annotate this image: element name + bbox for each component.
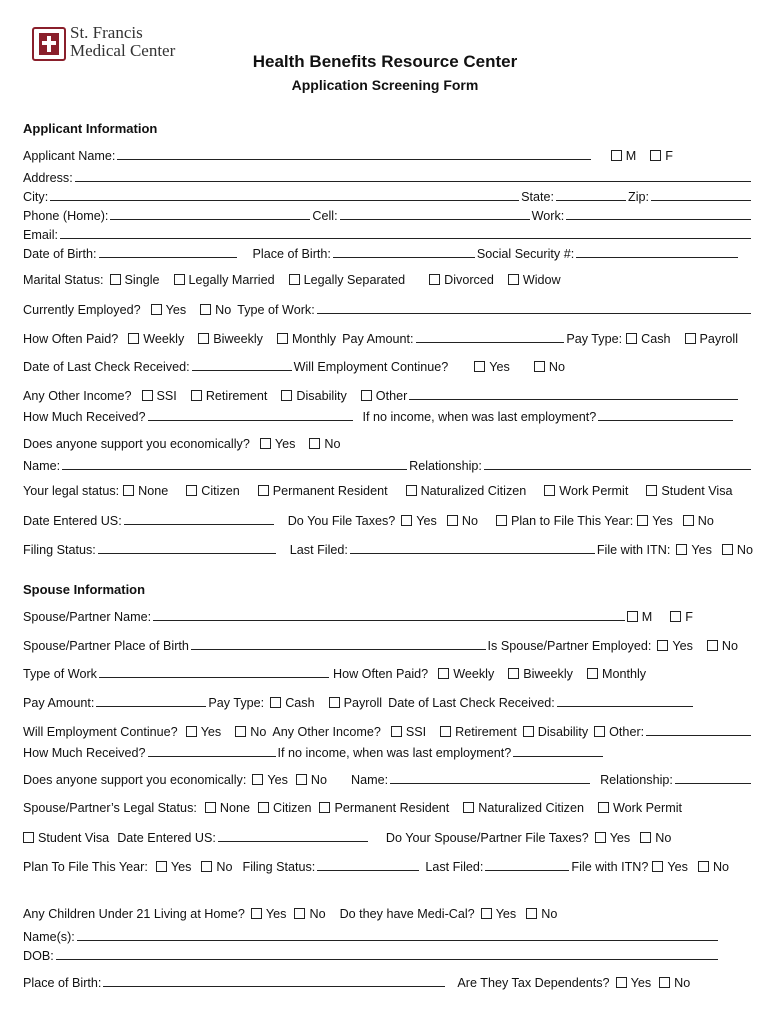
dob-label: Date of Birth:	[23, 247, 97, 261]
pob-label: Place of Birth:	[252, 247, 331, 261]
city-label: City:	[23, 190, 49, 204]
zip-field[interactable]	[651, 188, 751, 201]
gender-f-label: F	[665, 149, 673, 163]
children-yes-checkbox[interactable]	[251, 908, 262, 919]
spouse-perm-res-label: Permanent Resident	[334, 801, 450, 815]
medi-cal-no-checkbox[interactable]	[526, 908, 537, 919]
spouse-type-of-work-label: Type of Work	[23, 667, 97, 681]
tax-dep-yes-checkbox[interactable]	[616, 977, 627, 988]
last-check-row	[23, 358, 753, 375]
naturalized-checkbox[interactable]	[406, 485, 417, 496]
spouse-pay-amount-label: Pay Amount:	[23, 696, 95, 710]
biweekly-label: Biweekly	[213, 332, 263, 346]
ssi-checkbox[interactable]	[142, 390, 153, 401]
tax-dependents-label: Are They Tax Dependents?	[457, 976, 610, 990]
relationship-label: Relationship:	[409, 459, 482, 473]
support-no-checkbox[interactable]	[309, 438, 320, 449]
pay-amount-field[interactable]	[416, 330, 565, 343]
spouse-none-label: None	[219, 801, 250, 815]
children-under21-label: Any Children Under 21 Living at Home?	[23, 907, 245, 921]
divorced-checkbox[interactable]	[429, 274, 440, 285]
perm-res-checkbox[interactable]	[258, 485, 269, 496]
support-label: Does anyone support you economically?	[23, 437, 250, 451]
support-yes-label: Yes	[274, 437, 296, 451]
gender-m-label: M	[625, 149, 637, 163]
children-pob-label: Place of Birth:	[23, 976, 102, 990]
spouse-citizen-label: Citizen	[272, 801, 312, 815]
work-permit-label: Work Permit	[559, 484, 629, 498]
other-label: Other	[375, 389, 408, 403]
logo-line-2: Medical Center	[70, 41, 176, 60]
disability-checkbox[interactable]	[281, 390, 292, 401]
other-checkbox[interactable]	[361, 390, 372, 401]
spouse-biweekly-checkbox[interactable]	[508, 668, 519, 679]
married-checkbox[interactable]	[174, 274, 185, 285]
state-field[interactable]	[556, 188, 626, 201]
spouse-name-label: Spouse/Partner Name:	[23, 610, 152, 624]
continue-yes-label: Yes	[489, 360, 510, 374]
spouse-date-entered-label: Date Entered US:	[117, 831, 216, 845]
last-check-field[interactable]	[192, 358, 292, 371]
employed-yes-checkbox[interactable]	[151, 304, 162, 315]
spouse-taxes-yes-label: Yes	[609, 831, 631, 845]
spouse-m-label: M	[641, 610, 653, 624]
spouse-last-filed-field[interactable]	[485, 858, 569, 871]
spouse-taxes-yes-checkbox[interactable]	[595, 832, 606, 843]
spouse-cash-checkbox[interactable]	[270, 697, 281, 708]
taxes-yes-label: Yes	[416, 514, 437, 528]
other-income-row	[23, 387, 753, 404]
spouse-legal-row	[23, 800, 753, 816]
monthly-checkbox[interactable]	[277, 333, 288, 344]
children-pob-field[interactable]	[103, 974, 445, 987]
spouse-pay-row	[23, 694, 753, 711]
medi-cal-no-label: No	[541, 907, 558, 921]
plan-yes-checkbox[interactable]	[637, 515, 648, 526]
retirement-checkbox[interactable]	[191, 390, 202, 401]
student-visa-checkbox[interactable]	[646, 485, 657, 496]
spouse-student-visa-checkbox[interactable]	[23, 832, 34, 843]
spouse-employed-no-checkbox[interactable]	[707, 640, 718, 651]
last-check-label: Date of Last Check Received:	[23, 360, 190, 374]
itn-no-checkbox[interactable]	[722, 544, 733, 555]
spouse-support-label: Does anyone support you economically:	[23, 773, 247, 787]
spouse-heading: Spouse Information	[23, 582, 146, 597]
last-filed-label: Last Filed:	[289, 543, 348, 557]
relationship-field[interactable]	[484, 457, 751, 470]
legal-status-label: Your legal status:	[23, 484, 120, 498]
spouse-payroll-label: Payroll	[343, 696, 383, 710]
spouse-continue-no-label: No	[250, 725, 267, 739]
continue-no-label: No	[548, 360, 565, 374]
applicant-name-row	[23, 147, 753, 164]
spouse-last-check-field[interactable]	[557, 694, 693, 707]
children-dob-field[interactable]	[56, 947, 718, 960]
zip-label: Zip:	[628, 190, 649, 204]
widow-checkbox[interactable]	[508, 274, 519, 285]
spouse-plan-yes-label: Yes	[170, 860, 192, 874]
spouse-file-itn-label: File with ITN?	[571, 860, 649, 874]
children-dob-label: DOB:	[23, 949, 54, 963]
retirement-label: Retirement	[205, 389, 268, 403]
disability-label: Disability	[296, 389, 347, 403]
address-label: Address:	[23, 171, 73, 185]
children-names-label: Name(s):	[23, 930, 75, 944]
spouse-last-filed-label: Last Filed:	[425, 860, 484, 874]
spouse-continue-row	[23, 723, 753, 740]
spouse-supporter-name-field[interactable]	[390, 771, 590, 784]
cell-label: Cell:	[312, 209, 338, 223]
spouse-how-much-field[interactable]	[148, 744, 276, 757]
email-row	[23, 226, 753, 243]
filing-status-label: Filing Status:	[23, 543, 96, 557]
spouse-plan-file-label: Plan To File This Year:	[23, 860, 148, 874]
children-row	[23, 906, 753, 922]
spouse-pay-type-label: Pay Type:	[208, 696, 265, 710]
ssn-label: Social Security #:	[476, 247, 575, 261]
spouse-visa-row	[23, 829, 753, 846]
spouse-perm-res-checkbox[interactable]	[319, 802, 330, 813]
applicant-name-label: Applicant Name:	[23, 149, 116, 163]
weekly-checkbox[interactable]	[128, 333, 139, 344]
tax-dep-yes-label: Yes	[630, 976, 652, 990]
spouse-payroll-checkbox[interactable]	[329, 697, 340, 708]
work-field[interactable]	[566, 207, 751, 220]
plan-no-label: No	[697, 514, 714, 528]
employed-no-label: No	[215, 303, 232, 317]
spouse-weekly-checkbox[interactable]	[438, 668, 449, 679]
spouse-other-income-label: Any Other Income?	[272, 725, 381, 739]
spouse-biweekly-label: Biweekly	[523, 667, 573, 681]
none-checkbox[interactable]	[123, 485, 134, 496]
spouse-plan-no-checkbox[interactable]	[201, 861, 212, 872]
spouse-pob-field[interactable]	[191, 637, 486, 650]
taxes-no-label: No	[461, 514, 478, 528]
student-visa-label: Student Visa	[661, 484, 733, 498]
spouse-student-visa-label: Student Visa	[38, 831, 110, 845]
spouse-file-taxes-label: Do Your Spouse/Partner File Taxes?	[385, 831, 589, 845]
naturalized-label: Naturalized Citizen	[420, 484, 527, 498]
spouse-f-checkbox[interactable]	[670, 611, 681, 622]
none-label: None	[138, 484, 169, 498]
itn-no-label: No	[736, 543, 753, 557]
dob-field[interactable]	[99, 245, 237, 258]
spouse-monthly-label: Monthly	[601, 667, 647, 681]
plan-no-checkbox[interactable]	[683, 515, 694, 526]
how-much-label: How Much Received?	[23, 410, 146, 424]
spouse-type-of-work-field[interactable]	[99, 665, 329, 678]
date-entered-label: Date Entered US:	[23, 514, 122, 528]
gender-m-checkbox[interactable]	[611, 150, 622, 161]
single-checkbox[interactable]	[110, 274, 121, 285]
spouse-support-no-label: No	[310, 773, 327, 787]
type-of-work-field[interactable]	[317, 301, 751, 314]
ssi-label: SSI	[156, 389, 177, 403]
spouse-none-checkbox[interactable]	[205, 802, 216, 813]
pay-type-label: Pay Type:	[566, 332, 623, 346]
spouse-employed-yes-label: Yes	[672, 639, 693, 653]
form-title: Health Benefits Resource Center	[252, 52, 518, 71]
spouse-continue-no-checkbox[interactable]	[235, 726, 246, 737]
children-yes-label: Yes	[265, 907, 287, 921]
spouse-itn-yes-checkbox[interactable]	[652, 861, 663, 872]
spouse-retirement-label: Retirement	[455, 725, 517, 739]
spouse-naturalized-checkbox[interactable]	[463, 802, 474, 813]
spouse-citizen-checkbox[interactable]	[258, 802, 269, 813]
spouse-relationship-field[interactable]	[675, 771, 751, 784]
employed-no-checkbox[interactable]	[200, 304, 211, 315]
spouse-disability-label: Disability	[537, 725, 589, 739]
file-itn-label: File with ITN:	[596, 543, 671, 557]
single-label: Single	[124, 273, 160, 287]
cash-checkbox[interactable]	[626, 333, 637, 344]
spouse-how-much-row	[23, 744, 753, 761]
pay-amount-label: Pay Amount:	[342, 332, 414, 346]
taxes-yes-checkbox[interactable]	[401, 515, 412, 526]
spouse-itn-no-checkbox[interactable]	[698, 861, 709, 872]
applicant-heading: Applicant Information	[23, 121, 158, 136]
spouse-employed-yes-checkbox[interactable]	[657, 640, 668, 651]
medi-cal-yes-checkbox[interactable]	[481, 908, 492, 919]
filing-status-field[interactable]	[98, 541, 276, 554]
spouse-other-label: Other:	[609, 725, 645, 739]
monthly-label: Monthly	[291, 332, 337, 346]
spouse-pob-label: Spouse/Partner Place of Birth	[23, 639, 189, 653]
tax-dep-no-label: No	[674, 976, 691, 990]
spouse-date-entered-field[interactable]	[218, 829, 368, 842]
other-income-field[interactable]	[409, 387, 738, 400]
citizen-checkbox[interactable]	[186, 485, 197, 496]
plan-file-label: Plan to File This Year:	[510, 514, 634, 528]
spouse-continue-yes-label: Yes	[200, 725, 222, 739]
spouse-name-field[interactable]	[153, 608, 625, 621]
spouse-weekly-label: Weekly	[453, 667, 495, 681]
spouse-plan-yes-checkbox[interactable]	[156, 861, 167, 872]
city-field[interactable]	[50, 188, 519, 201]
date-entered-field[interactable]	[124, 512, 274, 525]
medi-cal-yes-label: Yes	[495, 907, 517, 921]
spouse-support-no-checkbox[interactable]	[296, 774, 307, 785]
divorced-label: Divorced	[444, 273, 494, 287]
separated-checkbox[interactable]	[289, 274, 300, 285]
phone-home-field[interactable]	[110, 207, 310, 220]
how-much-field[interactable]	[148, 408, 353, 421]
no-income-field[interactable]	[598, 408, 733, 421]
ssn-field[interactable]	[576, 245, 738, 258]
spouse-relationship-label: Relationship:	[600, 773, 673, 787]
state-label: State:	[521, 190, 554, 204]
file-taxes-label: Do You File Taxes?	[287, 514, 396, 528]
spouse-how-much-label: How Much Received?	[23, 746, 146, 760]
spouse-legal-status-label: Spouse/Partner’s Legal Status:	[23, 801, 197, 815]
marital-label: Marital Status:	[23, 273, 104, 287]
employed-label: Currently Employed?	[23, 303, 141, 317]
spouse-other-field[interactable]	[646, 723, 751, 736]
taxes-no-checkbox[interactable]	[447, 515, 458, 526]
spouse-support-yes-checkbox[interactable]	[252, 774, 263, 785]
phone-home-label: Phone (Home):	[23, 209, 109, 223]
date-entered-row	[23, 512, 753, 529]
last-filed-field[interactable]	[350, 541, 595, 554]
support-yes-checkbox[interactable]	[260, 438, 271, 449]
legal-status-row	[23, 483, 753, 499]
spouse-filing-status-label: Filing Status:	[242, 860, 316, 874]
spouse-other-checkbox[interactable]	[594, 726, 605, 737]
support-no-label: No	[324, 437, 341, 451]
payroll-checkbox[interactable]	[685, 333, 696, 344]
other-income-label: Any Other Income?	[23, 389, 132, 403]
spouse-plan-row	[23, 858, 753, 875]
itn-yes-label: Yes	[691, 543, 712, 557]
how-much-row	[23, 408, 753, 425]
children-names-field[interactable]	[77, 928, 718, 941]
children-no-checkbox[interactable]	[294, 908, 305, 919]
biweekly-checkbox[interactable]	[198, 333, 209, 344]
spouse-will-continue-label: Will Employment Continue?	[23, 725, 178, 739]
spouse-m-checkbox[interactable]	[627, 611, 638, 622]
spouse-filing-status-field[interactable]	[317, 858, 419, 871]
spouse-name-row	[23, 608, 753, 625]
spouse-taxes-no-checkbox[interactable]	[640, 832, 651, 843]
cash-label: Cash	[641, 332, 671, 346]
marital-row	[23, 272, 753, 288]
spouse-how-often-label: How Often Paid?	[332, 667, 429, 681]
form-subtitle: Application Screening Form	[291, 77, 479, 93]
children-no-label: No	[309, 907, 326, 921]
married-label: Legally Married	[188, 273, 275, 287]
work-label: Work:	[531, 209, 565, 223]
pob-field[interactable]	[333, 245, 475, 258]
children-names-row	[23, 928, 753, 945]
spouse-cash-label: Cash	[285, 696, 315, 710]
continue-no-checkbox[interactable]	[534, 361, 545, 372]
spouse-employed-label: Is Spouse/Partner Employed:	[487, 639, 652, 653]
payroll-label: Payroll	[699, 332, 738, 346]
spouse-no-income-field[interactable]	[513, 744, 603, 757]
spouse-ssi-checkbox[interactable]	[391, 726, 402, 737]
how-often-label: How Often Paid?	[23, 332, 119, 346]
tax-dep-no-checkbox[interactable]	[659, 977, 670, 988]
spouse-itn-no-label: No	[712, 860, 730, 874]
work-permit-checkbox[interactable]	[544, 485, 555, 496]
address-row	[23, 169, 753, 186]
employed-yes-label: Yes	[165, 303, 187, 317]
supporter-name-field[interactable]	[62, 457, 407, 470]
spouse-employed-no-label: No	[721, 639, 738, 653]
employed-row	[23, 301, 753, 318]
dob-row	[23, 245, 753, 262]
medi-cal-label: Do they have Medi-Cal?	[339, 907, 475, 921]
citizen-label: Citizen	[201, 484, 240, 498]
applicant-name-field[interactable]	[117, 147, 590, 160]
spouse-supporter-name-label: Name:	[350, 773, 389, 787]
no-income-label: If no income, when was last employment?	[362, 410, 597, 424]
plan-file-checkbox[interactable]	[496, 515, 507, 526]
support-row	[23, 436, 753, 452]
address-field[interactable]	[75, 169, 751, 182]
spouse-work-row	[23, 665, 753, 682]
email-field[interactable]	[60, 226, 751, 239]
will-continue-label: Will Employment Continue?	[293, 360, 449, 374]
pay-row	[23, 330, 753, 347]
spouse-pay-amount-field[interactable]	[96, 694, 206, 707]
separated-label: Legally Separated	[303, 273, 406, 287]
continue-yes-checkbox[interactable]	[474, 361, 485, 372]
widow-label: Widow	[522, 273, 561, 287]
supporter-name-label: Name:	[23, 459, 61, 473]
spouse-ssi-label: SSI	[405, 725, 427, 739]
filing-status-row	[23, 541, 753, 558]
type-of-work-label: Type of Work:	[237, 303, 315, 317]
email-label: Email:	[23, 228, 58, 242]
spouse-continue-yes-checkbox[interactable]	[186, 726, 197, 737]
spouse-naturalized-label: Naturalized Citizen	[478, 801, 584, 815]
spouse-itn-yes-label: Yes	[667, 860, 688, 874]
weekly-label: Weekly	[143, 332, 185, 346]
gender-f-checkbox[interactable]	[650, 150, 661, 161]
spouse-support-yes-label: Yes	[267, 773, 288, 787]
spouse-support-row	[23, 771, 753, 788]
spouse-retirement-checkbox[interactable]	[440, 726, 451, 737]
spouse-monthly-checkbox[interactable]	[587, 668, 598, 679]
spouse-taxes-no-label: No	[655, 831, 672, 845]
itn-yes-checkbox[interactable]	[676, 544, 687, 555]
children-dob-row	[23, 947, 753, 964]
city-row	[23, 188, 753, 205]
cell-field[interactable]	[340, 207, 530, 220]
spouse-plan-no-label: No	[216, 860, 233, 874]
spouse-last-check-label: Date of Last Check Received:	[388, 696, 555, 710]
spouse-disability-checkbox[interactable]	[523, 726, 534, 737]
perm-res-label: Permanent Resident	[272, 484, 388, 498]
spouse-pob-row	[23, 637, 753, 654]
logo-line-1: St. Francis	[70, 23, 143, 42]
children-pob-row	[23, 974, 753, 991]
phone-row	[23, 207, 753, 224]
spouse-work-permit-label: Work Permit	[612, 801, 683, 815]
supporter-row	[23, 457, 753, 474]
spouse-work-permit-checkbox[interactable]	[598, 802, 609, 813]
plan-yes-label: Yes	[652, 514, 673, 528]
spouse-f-label: F	[685, 610, 693, 624]
spouse-no-income-label: If no income, when was last employment?	[277, 746, 512, 760]
